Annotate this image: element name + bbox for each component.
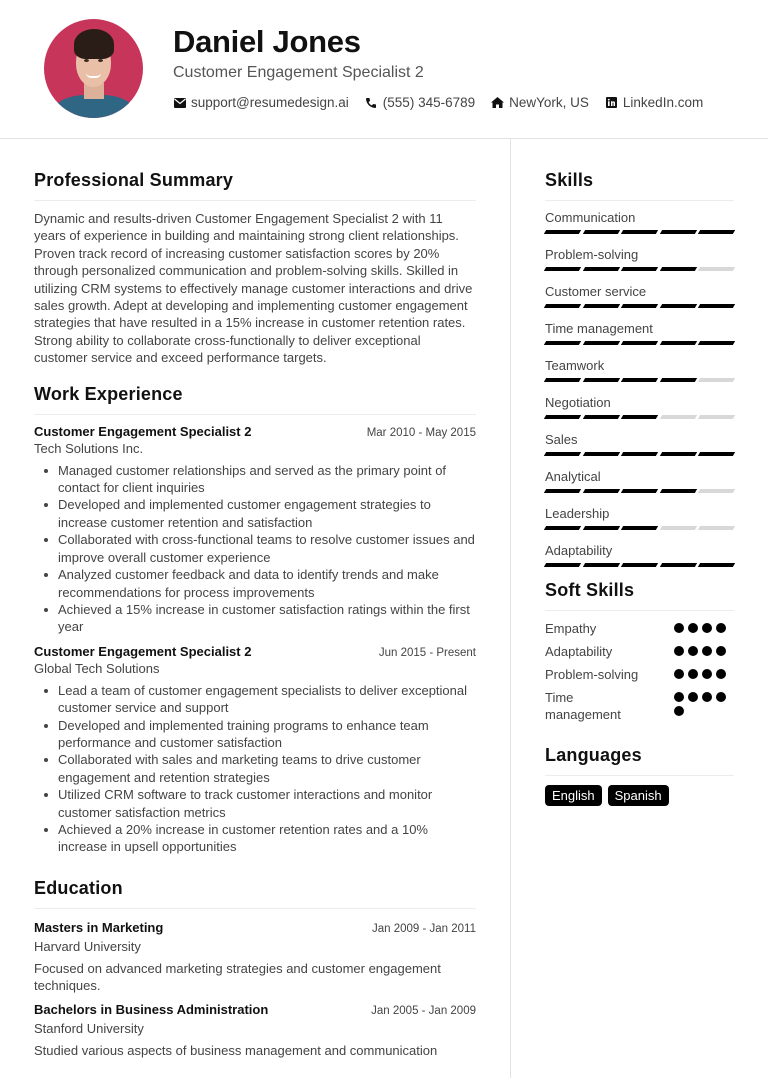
rating-dot-icon	[716, 623, 726, 633]
column-divider	[510, 139, 511, 1078]
language-tag: Spanish	[608, 785, 669, 806]
skills-section	[545, 170, 734, 568]
bullet-item: Managed customer relationships and served as the primary point of contact for client inquiries	[58, 462, 476, 497]
skill-level-segment	[582, 489, 619, 493]
bullet-item: Achieved a 20% increase in customer retention rates and a 10% increase in upsell opportunities	[58, 821, 476, 856]
skill-level-segment	[621, 341, 658, 345]
skill-level-segment	[660, 415, 697, 419]
contact-email-text: support@resumedesign.ai	[191, 95, 349, 110]
linkedin-icon	[605, 96, 618, 109]
education-description: Studied various aspects of business management and communication	[34, 1042, 438, 1058]
soft-skill-rating	[674, 689, 734, 716]
rating-dot-icon	[674, 669, 684, 679]
soft-skill-name: Problem-solving	[545, 667, 639, 682]
section-heading: Education	[34, 878, 476, 909]
job-dates: Mar 2010 - May 2015	[366, 426, 476, 439]
sidebar-column	[545, 170, 734, 806]
job-title: Customer Engagement Specialist 2	[34, 423, 252, 439]
skill-level-bar	[545, 526, 734, 531]
job-bullets	[34, 462, 476, 636]
degree-title: Bachelors in Business Administration	[34, 1001, 269, 1017]
skill-level-segment	[544, 563, 581, 567]
rating-dot-icon	[674, 623, 684, 633]
experience-section	[34, 384, 476, 856]
language-tag: English	[545, 785, 602, 806]
skill-level-segment	[544, 415, 581, 419]
job-entry	[34, 424, 476, 636]
skill-level-segment	[660, 267, 697, 271]
section-heading: Languages	[545, 745, 734, 776]
skill-name: Time management	[545, 321, 653, 336]
education-dates: Jan 2009 - Jan 2011	[371, 922, 476, 935]
phone-icon	[365, 96, 378, 109]
contact-phone[interactable]	[365, 95, 475, 110]
education-entry	[34, 920, 476, 995]
resume-header	[0, 0, 768, 139]
skill-level-segment	[544, 378, 581, 382]
skill-level-segment	[621, 378, 658, 382]
skill-level-segment	[660, 304, 697, 308]
skill-level-segment	[582, 341, 619, 345]
rating-dot-icon	[702, 669, 712, 679]
skill-name: Adaptability	[545, 543, 613, 558]
skill-level-segment	[660, 563, 697, 567]
rating-dot-icon	[688, 623, 698, 633]
rating-dot-icon	[674, 646, 684, 656]
skill-level-segment	[582, 267, 619, 271]
school-name: Stanford University	[34, 1020, 144, 1036]
rating-dot-icon	[688, 669, 698, 679]
soft-skill-item	[545, 620, 734, 637]
skill-level-bar	[545, 378, 734, 383]
soft-skill-rating	[674, 620, 734, 633]
soft-skill-item	[545, 666, 734, 683]
skill-level-segment	[582, 230, 619, 234]
summary-section	[34, 170, 476, 367]
bullet-item: Collaborated with cross-functional teams to resolve customer issues and improve overall customer experience	[58, 532, 475, 565]
skill-item	[545, 395, 734, 420]
bullet-item: Developed and implemented customer engagement strategies to increase customer retention and satisfaction	[58, 496, 476, 531]
skill-level-segment	[621, 563, 658, 567]
skill-level-segment	[660, 378, 697, 382]
skill-level-segment	[582, 563, 619, 567]
bullet-item: Analyzed customer feedback and data to identify trends and make recommendations for process improvements	[58, 566, 476, 601]
contact-phone-text: (555) 345-6789	[382, 95, 476, 110]
skill-level-segment	[698, 452, 735, 456]
skill-level-segment	[698, 415, 735, 419]
contact-email[interactable]	[173, 95, 349, 110]
job-title: Customer Engagement Specialist 2	[34, 643, 252, 659]
skill-level-segment	[698, 304, 735, 308]
job-company: Global Tech Solutions	[34, 660, 160, 676]
bullet-item: Achieved a 15% increase in customer satisfaction ratings within the first year	[58, 601, 476, 636]
main-column	[34, 170, 476, 1059]
skill-level-segment	[698, 489, 735, 493]
skill-level-segment	[544, 489, 581, 493]
contact-linkedin[interactable]	[605, 95, 703, 110]
rating-dot-icon	[688, 646, 698, 656]
summary-text: Dynamic and results-driven Customer Engagement Specialist 2 with 11 years of experience in building and maintaining strong client relationships. Proven track record of increasing customer satisfaction scores by 20% through personalized communication and problem-solving skills. Skilled in utilizing CRM systems to effectively manage customer interactions and drive sales growth. Adept at developing and implementing customer engagement strategies that have resulted in a 15% increase in customer retention rates. Strong ability to collaborate cross-functionally to deliver exceptional customer service and exceed performance targets.	[34, 211, 473, 366]
skill-name: Customer service	[545, 284, 647, 299]
skill-level-segment	[621, 489, 658, 493]
contact-location	[491, 95, 589, 110]
languages-section	[545, 745, 734, 806]
soft-skill-name: Adaptability	[545, 644, 613, 659]
section-heading: Skills	[545, 170, 734, 201]
rating-dot-icon	[716, 646, 726, 656]
soft-skills-section	[545, 580, 734, 723]
bullet-item: Collaborated with sales and marketing teams to drive customer engagement and retention strategies	[58, 751, 476, 786]
rating-dot-icon	[674, 692, 684, 702]
skill-level-segment	[621, 415, 658, 419]
contact-linkedin-text: LinkedIn.com	[622, 95, 704, 110]
skill-level-bar	[545, 452, 734, 457]
languages-list	[545, 785, 734, 806]
skill-level-segment	[660, 489, 697, 493]
rating-dot-icon	[688, 692, 698, 702]
skill-level-segment	[621, 452, 658, 456]
skill-level-segment	[698, 563, 735, 567]
school-name: Harvard University	[34, 938, 141, 954]
candidate-title: Customer Engagement Specialist 2	[173, 64, 424, 81]
candidate-name: Daniel Jones	[173, 24, 361, 59]
skill-level-segment	[582, 452, 619, 456]
contact-location-text: NewYork, US	[509, 95, 589, 110]
skill-item	[545, 432, 734, 457]
skill-item	[545, 210, 734, 235]
skill-name: Problem-solving	[545, 247, 639, 262]
soft-skill-rating	[674, 643, 734, 656]
skill-level-bar	[545, 489, 734, 494]
skill-level-segment	[660, 230, 697, 234]
skill-level-segment	[544, 452, 581, 456]
skill-level-segment	[582, 304, 619, 308]
skill-level-segment	[544, 526, 581, 530]
skill-level-bar	[545, 267, 734, 272]
soft-skill-rating	[674, 666, 734, 679]
skill-name: Leadership	[545, 506, 610, 521]
rating-dot-icon	[702, 623, 712, 633]
section-heading: Professional Summary	[34, 170, 476, 201]
bullet-item: Developed and implemented training programs to enhance team performance and customer satisfaction	[58, 717, 476, 752]
skill-level-segment	[698, 230, 735, 234]
envelope-icon	[173, 96, 186, 109]
skill-item	[545, 543, 734, 568]
rating-dot-icon	[674, 706, 684, 716]
skill-level-segment	[698, 341, 735, 345]
soft-skills-list	[545, 620, 734, 723]
skill-level-segment	[660, 452, 697, 456]
section-heading: Work Experience	[34, 384, 476, 415]
degree-title: Masters in Marketing	[34, 919, 164, 935]
skill-name: Teamwork	[545, 358, 605, 373]
skill-item	[545, 321, 734, 346]
skill-item	[545, 247, 734, 272]
skills-list	[545, 210, 734, 568]
skill-level-segment	[660, 526, 697, 530]
education-dates: Jan 2005 - Jan 2009	[371, 1004, 476, 1017]
skill-level-segment	[698, 267, 735, 271]
soft-skill-item	[545, 643, 734, 660]
soft-skill-name: Empathy	[545, 621, 597, 636]
skill-item	[545, 358, 734, 383]
bullet-item: Lead a team of customer engagement specialists to deliver exceptional customer service and support	[58, 682, 476, 717]
education-entry	[34, 1002, 476, 1059]
skill-level-bar	[545, 563, 734, 568]
contact-list	[173, 95, 703, 110]
education-section	[34, 878, 476, 1059]
rating-dot-icon	[702, 692, 712, 702]
job-dates: Jun 2015 - Present	[378, 646, 476, 659]
rating-dot-icon	[702, 646, 712, 656]
skill-level-segment	[544, 267, 581, 271]
skill-item	[545, 506, 734, 531]
skill-level-segment	[621, 230, 658, 234]
skill-name: Negotiation	[545, 395, 611, 410]
soft-skill-item	[545, 689, 734, 723]
skill-level-bar	[545, 415, 734, 420]
skill-level-bar	[545, 304, 734, 309]
skill-name: Communication	[545, 210, 636, 225]
avatar	[44, 19, 143, 118]
section-heading: Soft Skills	[545, 580, 734, 611]
skill-level-segment	[582, 526, 619, 530]
rating-dot-icon	[716, 669, 726, 679]
education-description: Focused on advanced marketing strategies and customer engagement techniques.	[34, 960, 441, 994]
skill-name: Sales	[545, 432, 578, 447]
skill-level-segment	[621, 267, 658, 271]
skill-level-segment	[544, 341, 581, 345]
rating-dot-icon	[716, 692, 726, 702]
skill-level-segment	[698, 526, 735, 530]
skill-level-segment	[621, 526, 658, 530]
skill-level-bar	[545, 341, 734, 346]
skill-level-bar	[545, 230, 734, 235]
job-entry	[34, 644, 476, 856]
skill-level-segment	[544, 304, 581, 308]
skill-level-segment	[698, 378, 735, 382]
job-company: Tech Solutions Inc.	[34, 440, 144, 456]
bullet-item: Utilized CRM software to track customer interactions and monitor customer satisfaction metrics	[58, 786, 476, 821]
skill-level-segment	[582, 415, 619, 419]
skill-name: Analytical	[545, 469, 601, 484]
skill-level-segment	[582, 378, 619, 382]
job-bullets	[34, 682, 476, 856]
home-icon	[491, 96, 504, 109]
skill-level-segment	[621, 304, 658, 308]
skill-level-segment	[660, 341, 697, 345]
soft-skill-name: Time management	[545, 690, 621, 722]
skill-item	[545, 284, 734, 309]
skill-level-segment	[544, 230, 581, 234]
skill-item	[545, 469, 734, 494]
